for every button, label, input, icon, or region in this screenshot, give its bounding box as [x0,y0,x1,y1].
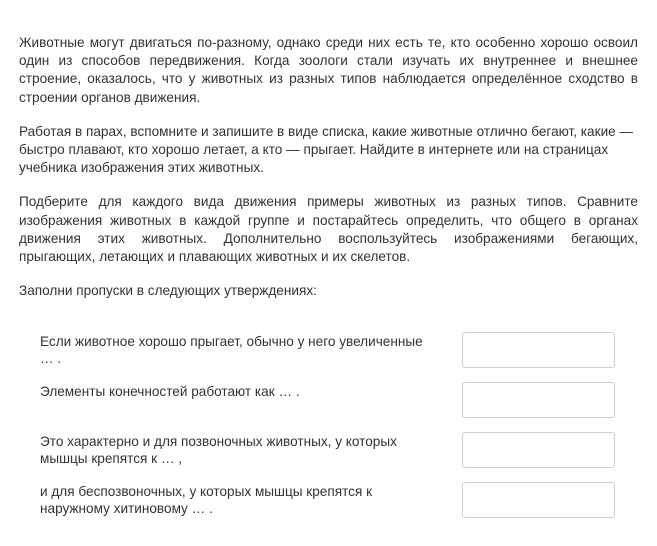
fill-in-statements [40,332,617,532]
answer-input-3[interactable] [462,432,615,468]
task-description [19,34,638,300]
statement-row [40,432,617,482]
statement-row [40,482,617,532]
statement-text: Элементы конечностей работают как … . [40,384,300,399]
statement-text: и для беспозвоночных, у которых мышцы крепятся к наружному хитиновому … . [40,484,373,516]
statement-row [40,332,617,382]
answer-input-4[interactable] [462,482,615,518]
fill-instruction: Заполни пропуски в следующих утверждениях: [19,283,317,299]
pair-work-paragraph: Работая в парах, вспомните и запишите в виде списка, какие животные отлично бегают, какие — быстро плавают, кто хорошо летает, а кто — прыгает. Найдите в интернете или на страницах учебника изображения этих животных. [19,123,634,176]
answer-input-2[interactable] [462,382,615,418]
statement-row [40,382,617,432]
statement-text: Это характерно и для позвоночных животных, у которых мышцы крепятся к … , [40,434,397,466]
comparison-paragraph: Подберите для каждого вида движения примеры животных из разных типов. Сравните изображения животных в каждой группе и постарайтесь определить, что общего в органах движения этих животных. Дополнительно воспользуйтесь изображениями бегающих, прыгающих, летающих и плавающих животных и их скелетов. [19,194,638,265]
intro-paragraph: Животные могут двигаться по-разному, однако среди них есть те, кто особенно хорошо освоил один из способов передвижения. Когда зоологи стали изучать их внутреннее и внешнее строение, оказалось, что у животных из разных типов наблюдается определённое сходство в строении органов движения. [19,35,638,105]
statement-text: Если животное хорошо прыгает, обычно у него увеличенные … . [40,334,423,366]
answer-input-1[interactable] [462,332,615,368]
